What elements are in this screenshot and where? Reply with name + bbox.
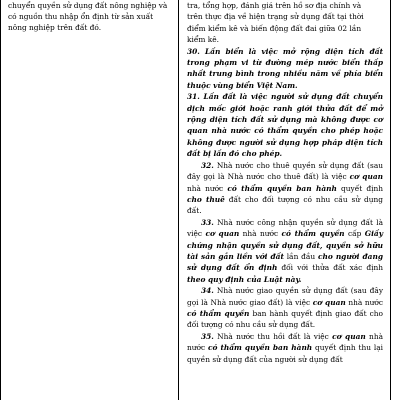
- definition-33-number: 33.: [201, 217, 214, 227]
- definition-32-text: quyết định: [336, 183, 383, 193]
- definition-35: [187, 331, 383, 365]
- definition-33: [187, 217, 383, 285]
- definition-30: 30. Lấn biển là việc mở rộng diện tích đất trong phạm vi từ đường mép nước biển thấp nhất trung bình trong nhiều năm về phía biển thuộc vùng biển Việt Nam.: [187, 46, 383, 90]
- definition-34-text: nhà nước: [345, 297, 383, 307]
- definition-33-emphasis: có thẩm quyền: [281, 229, 345, 239]
- definition-33-emphasis: cho người đang sử dụng đất ổn định: [187, 251, 383, 273]
- table-border-right: [390, 0, 391, 400]
- definition-32-number: 32.: [201, 160, 214, 170]
- definition-34-emphasis: cơ quan: [312, 297, 346, 307]
- intro-line: kiểm kê.: [187, 35, 219, 45]
- definition-34-text: ban hành quyết định giao đất cho đối tượng có nhu cầu sử dụng đất.: [187, 308, 383, 330]
- definition-35-text: nhà nước: [187, 331, 383, 353]
- definition-35-emphasis: cơ quan: [332, 331, 366, 341]
- definition-32-emphasis: cơ quan: [349, 172, 383, 182]
- definition-32-text: nhà nước: [187, 183, 228, 193]
- definition-32-emphasis: có thẩm quyền ban hành: [227, 183, 337, 193]
- definition-33-text: nhà nước: [239, 229, 282, 239]
- definition-35-number: 35.: [201, 331, 214, 341]
- table-border-left: [0, 0, 1, 400]
- left-line: chuyển quyền sử dụng đất nông nghiệp và: [8, 1, 168, 10]
- definition-33-text: đối với thửa đất xác định: [277, 263, 384, 273]
- right-column: [183, 0, 386, 365]
- table-border-middle: [178, 0, 179, 400]
- definition-32-text: đất cho đối tượng có nhu cầu sử dụng đất.: [187, 194, 383, 216]
- definition-33-text: Nhà nước công nhận quyền sử dụng đất là việc: [187, 217, 383, 239]
- definition-35-text: Nhà nước thu hồi đất là việc: [213, 331, 333, 341]
- definition-31: 31. Lấn đất là việc người sử dụng đất chuyển dịch mốc giới hoặc ranh giới thửa đất để mở rộng diện tích đất sử dụng mà không được cơ quan nhà nước có thẩm quyền cho phép hoặc không được người sử dụng hợp pháp diện tích đất bị lấn đó cho phép.: [187, 92, 383, 159]
- definition-33-text: cấp: [344, 229, 365, 239]
- definition-34-number: 34.: [201, 286, 214, 296]
- definition-33-emphasis: Giấy chứng nhận quyền sử dụng đất, quyền sở hữu tài sản gắn liền với đất: [187, 229, 383, 261]
- definition-35-text: quyết định thu lại quyền sử dụng đất của người sử dụng đất: [187, 343, 383, 364]
- definition-34-text: Nhà nước giao quyền sử dụng đất (sau đây gọi là Nhà nước giao đất) là việc: [187, 286, 383, 307]
- intro-line: điểm kiểm kê và biến động đất đai giữa 02 lần: [187, 23, 362, 33]
- definition-34: [187, 285, 383, 331]
- definition-33-text: lần đầu: [283, 251, 318, 261]
- definition-32-emphasis: cho thuê: [187, 194, 225, 204]
- definition-33-emphasis: theo quy định của Luật này.: [187, 274, 302, 284]
- definition-34-emphasis: có thẩm quyền: [187, 308, 250, 318]
- definition-32-text: Nhà nước cho thuê quyền sử dụng đất (sau đây gọi là Nhà nước cho thuê đất) là việc: [187, 160, 383, 182]
- intro-line: tra, tổng hợp, đánh giá trên hồ sơ địa chính và: [187, 1, 362, 10]
- left-line: nông nghiệp trên đất đó.: [8, 23, 102, 32]
- definition-32: [187, 160, 383, 217]
- left-column: [1, 0, 174, 33]
- definition-35-emphasis: có thẩm quyền ban hành: [207, 343, 313, 353]
- left-line: có nguồn thu nhập ổn định từ sản xuất: [8, 12, 154, 21]
- definition-33-emphasis: cơ quan: [205, 229, 240, 239]
- intro-line: trên thực địa về hiện trạng sử dụng đất tại thời: [187, 12, 364, 22]
